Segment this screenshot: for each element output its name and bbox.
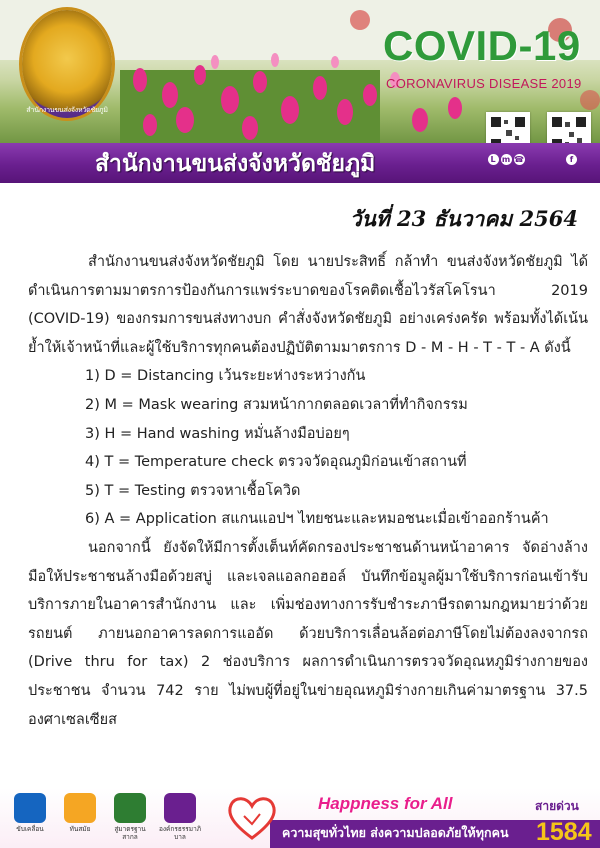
footer-icon-label: สู่มาตรฐานสากล — [114, 825, 146, 841]
gear-icon — [64, 793, 96, 823]
footer-icon-governance — [158, 793, 202, 841]
logo-text: สำนักงานขนส่งจังหวัดชัยภูมิ — [26, 106, 108, 114]
footer-icon-modern — [58, 793, 102, 841]
line-icon[interactable]: L — [488, 154, 499, 165]
heart-logo-icon — [227, 794, 277, 840]
intro-paragraph: สำนักงานขนส่งจังหวัดชัยภูมิ โดย นายประสิทธิ์ กล้าทำ ขนส่งจังหวัดชัยภูมิ ได้ดำเนินการตามมาตรการป้องกันการแพร่ระบาดของโรคติดเชื้อไวรัสโคโรนา 2019 (COVID-19) ของกรมการขนส่งทางบก คำสั่งจังหวัดชัยภูมิ อย่างเคร่งครัด พร้อมทั้งได้เน้นย้ำให้เจ้าหน้าที่และผู้ใช้บริการทุกคนต้องปฏิบัติตามมาตรการ D - M - H - T - T - A ดังนี้ — [28, 254, 588, 356]
footer-icon-drive — [8, 793, 52, 841]
facebook-icon[interactable]: f — [566, 154, 577, 165]
steering-icon — [14, 793, 46, 823]
messenger-icon[interactable]: m — [501, 155, 511, 164]
footer-icon-label: องค์กรธรรมาภิบาล — [158, 825, 202, 841]
header-banner-image — [0, 0, 600, 145]
measure-item: 1) D = Distancing เว้นระยะห่างระหว่างกัน — [85, 368, 366, 385]
happiness-slogan: Happness for All — [318, 794, 453, 813]
department-logo — [22, 10, 112, 118]
safety-slogan: ความสุขทั่วไทย ส่งความปลอดภัยให้ทุกคน — [282, 825, 509, 840]
hotline-number: 1584 — [536, 818, 592, 846]
office-title: สำนักงานขนส่งจังหวัดชัยภูมิ — [95, 151, 376, 177]
hotline-label: สายด่วน — [535, 799, 579, 813]
scale-icon — [164, 793, 196, 823]
qr-code-line[interactable] — [486, 112, 530, 145]
phone-icon[interactable]: ☎ — [514, 155, 524, 164]
covid-title: COVID-19 — [383, 22, 581, 69]
measure-item: 5) T = Testing ตรวจหาเชื้อโควิด — [85, 482, 301, 499]
social-icons — [486, 154, 526, 165]
covid-subtitle: CORONAVIRUS DISEASE 2019 — [386, 76, 582, 91]
measure-item: 3) H = Hand washing หมั่นล้างมือบ่อยๆ — [85, 425, 350, 442]
news-date: วันที่ 23 ธันวาคม 2564 — [349, 206, 578, 231]
measure-item: 4) T = Temperature check ตรวจวัดอุณภูมิก่อนเข้าสถานที่ — [85, 454, 467, 471]
closing-paragraph: นอกจากนี้ ยังจัดให้มีการตั้งเต็นท์คัดกรองประชาชนด้านหน้าอาคาร จัดอ่างล้างมือให้ประชาชนล้างมือด้วยสบู่ และเจลแอลกอฮอล์ บันทึกข้อมูลผู้มาใช้บริการก่อนเข้ารับบริการภายในอาคารสำนักงาน และ เพิ่มช่องทางการรับชำระภาษีรถตามกฎหมายว่าด้วยรถยนต์ ภายนอกอาคารลดการแออัด ด้วยบริการเลื่อนล้อต่อภาษีโดยไม่ต้องลงจากรถ (Drive thru for tax) 2 ช่องบริการ ผลการดำเนินการตรวจวัดอุณหภูมิร่างกายของประชาชน จำนวน 742 ราย ไม่พบผู้ที่อยู่ในข่ายอุณหภูมิร่างกายเกินค่ามาตรฐาน 37.5 องศาเซลเซียส — [28, 539, 588, 728]
qr-code-facebook[interactable] — [547, 112, 591, 145]
measure-item: 2) M = Mask wearing สวมหน้ากากตลอดเวลาที่ทำกิจกรรม — [85, 396, 468, 413]
measure-item: 6) A = Application สแกนแอปฯ ไทยชนะและหมอชนะเมื่อเข้าออกร้านค้า — [85, 511, 549, 528]
footer-icon-standard — [108, 793, 152, 841]
footer-icon-label: ขับเคลื่อน — [16, 825, 44, 833]
globe-icon — [114, 793, 146, 823]
news-body — [28, 248, 588, 734]
footer-icon-label: ทันสมัย — [69, 825, 91, 833]
